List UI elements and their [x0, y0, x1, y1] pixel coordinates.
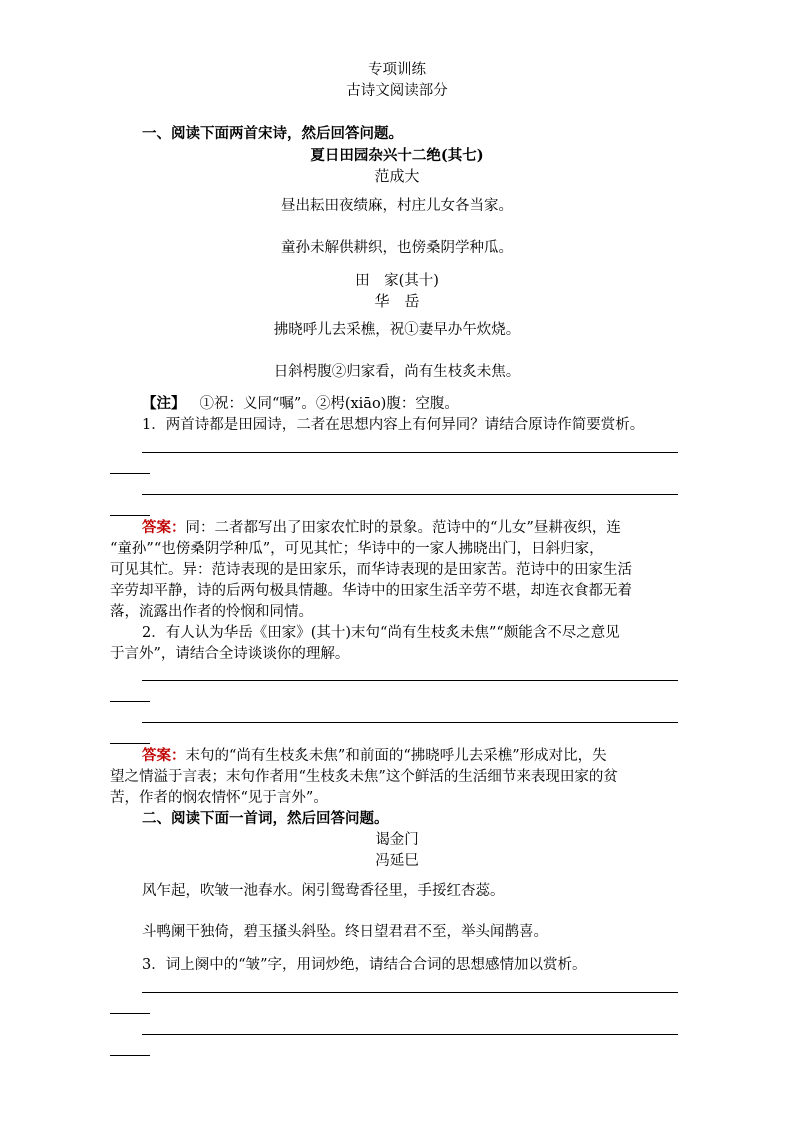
- question-3: 3．词上阕中的“皱”字，用词炒绝，请结合合词的思想感情加以赏析。: [142, 957, 587, 973]
- poem2-line1: [0, 320, 794, 340]
- note-label: 【注】: [142, 395, 186, 412]
- poem2-line1-a: 拂晓呼儿去采樵，祝: [273, 322, 405, 338]
- poem3-line2: 斗鸭阑干独倚，碧玉搔头斜坠。终日望君君不至，举头闻鹊喜。: [142, 924, 548, 940]
- answer-1-line-3: 可见其忙。异：范诗表现的是田家乐，而华诗表现的是田家苦。范诗中的田家生活: [110, 562, 632, 578]
- page-subtitle: 古诗文阅读部分: [346, 83, 448, 99]
- poem3-line1: 风乍起，吹皱一池春水。闲引鸳鸯香径里，手挼红杏蕊。: [142, 883, 505, 899]
- poem2-line2-a: 日斜枵腹: [273, 364, 332, 380]
- section1-heading: 一、阅读下面两首宋诗，然后回答问题。: [142, 125, 403, 142]
- answer-line: [110, 473, 150, 474]
- answer-line: [142, 680, 678, 681]
- answer-2-line-3: 苦，作者的悯农情怀“见于言外”。: [110, 790, 328, 806]
- answer-line: [142, 452, 678, 453]
- answer-1-line-2: “童孙”“也傍桑阴学种瓜”，可见其忙；华诗中的一家人拂晓出门，日斜归家，: [110, 541, 604, 557]
- note-text: ①祝：义同“嘱”。②枵(xiāo)腹：空腹。: [199, 396, 459, 412]
- poem2-line2: [0, 362, 794, 382]
- poem1-line1: 昼出耘田夜绩麻，村庄儿女各当家。: [281, 198, 513, 214]
- answer-line: [110, 1055, 150, 1056]
- answer-2-line-1: 答案：末句的“尚有生枝炙未焦”和前面的“拂晓呼儿去采樵”形成对比，失: [142, 747, 607, 764]
- poem1-title: 夏日田园杂兴十二绝(其七): [310, 147, 484, 164]
- answer-2-line-2: 望之情溢于言表；末句作者用“生枝炙未焦”这个鲜活的生活细节来表现田家的贫: [110, 769, 618, 785]
- answer-1-line-4: 辛劳却平静，诗的后两句极具情趣。华诗中的田家生活辛劳不堪，却连衣食都无着: [110, 583, 632, 599]
- answer-line: [110, 515, 150, 516]
- poem2-title: 田 家(其十): [355, 273, 439, 289]
- answer-line: [142, 722, 678, 723]
- poem3-title: 谒金门: [375, 832, 419, 848]
- poem1-author: 范成大: [374, 167, 420, 185]
- answer-label: 答案：: [142, 519, 186, 536]
- page-title: 专项训练: [368, 62, 426, 78]
- poem1-line2: 童孙未解供耕织，也傍桑阴学种瓜。: [281, 240, 513, 256]
- footnote-marker-2: ②: [331, 364, 347, 380]
- answer-1-line-1: 答案：同：二者都写出了田家农忙时的景象。范诗中的“儿女”昼耕夜织，连: [142, 519, 621, 536]
- answer-1-line-5: 落，流露出作者的怜悯和同情。: [110, 604, 313, 620]
- footnote-marker-1: ①: [404, 322, 419, 338]
- poem2-line1-b: 妻早办午炊烧。: [418, 322, 521, 338]
- answer-line: [110, 1013, 150, 1014]
- answer-line: [110, 701, 150, 702]
- answer-label: 答案：: [142, 747, 186, 764]
- section2-heading: 二、阅读下面一首词，然后回答问题。: [142, 810, 389, 827]
- answer-line: [142, 1034, 678, 1035]
- poem2-line2-b: 归家看，尚有生枝炙未焦。: [346, 364, 521, 380]
- question-2-line-2: 于言外”，请结合全诗谈谈你的理解。: [110, 646, 350, 662]
- answer-line: [142, 494, 678, 495]
- poem2-author: 华 岳: [374, 292, 420, 310]
- poem3-author: 冯延巳: [375, 853, 419, 869]
- answer-line: [110, 743, 150, 744]
- note: [142, 394, 459, 414]
- answer-line: [142, 992, 678, 993]
- question-1: 1．两首诗都是田园诗，二者在思想内容上有何异同？请结合原诗作简要赏析。: [142, 417, 645, 433]
- question-2-line-1: 2．有人认为华岳《田家》(其十)末句“尚有生枝炙未焦”“颇能含不尽之意见: [142, 625, 620, 641]
